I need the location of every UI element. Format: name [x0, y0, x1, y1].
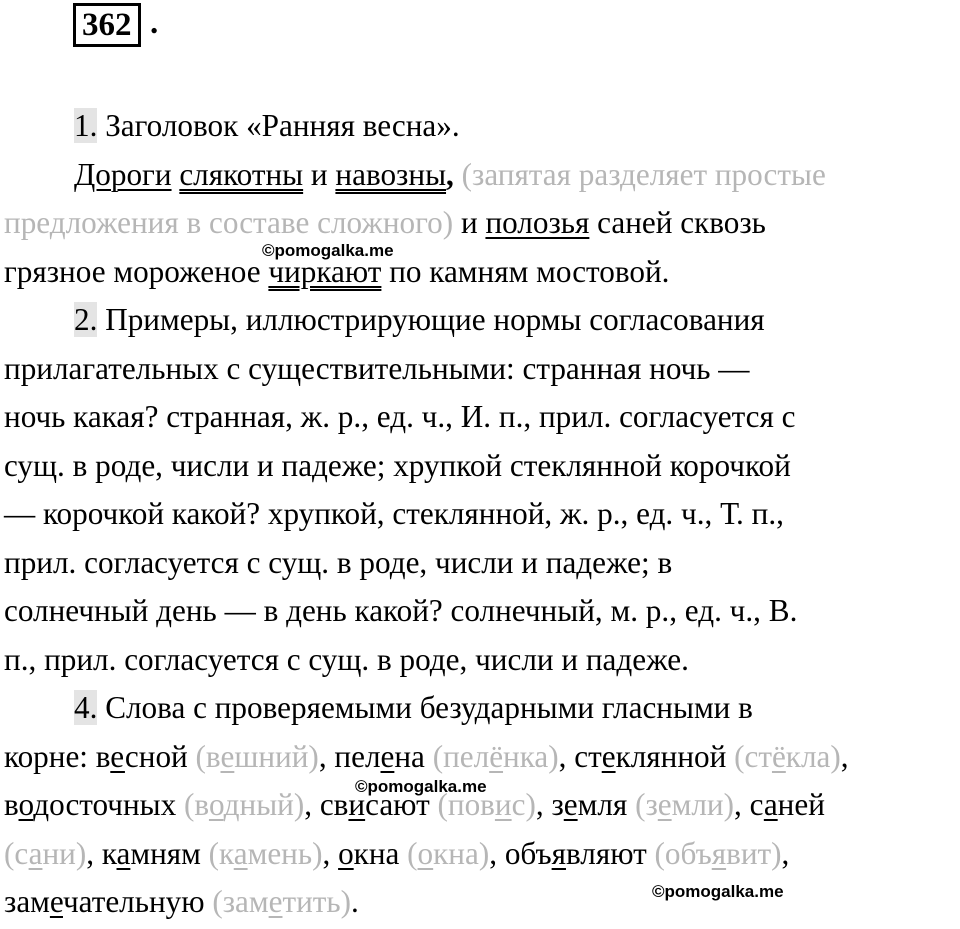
subject: Дороги	[74, 156, 172, 192]
predicate: навозны	[335, 156, 447, 192]
line	[4, 102, 958, 151]
vowel: а	[116, 835, 131, 871]
line: ночь какая? странная, ж. р., ед. ч., И. п., прил. согласуется с	[4, 399, 796, 434]
vowel: о	[18, 787, 34, 822]
item-label-4: 4.	[74, 690, 98, 725]
check-word: (стёкла)	[734, 738, 841, 774]
text: Слова с проверяемыми безударными гласными в	[97, 690, 753, 725]
line	[4, 684, 958, 733]
text: по камням мостовой.	[381, 253, 670, 289]
vowel: е	[49, 884, 63, 919]
predicate: слякотны	[179, 156, 304, 192]
word: корне: весной	[4, 738, 188, 774]
word: , окна	[322, 835, 400, 871]
check-word: (повис)	[437, 787, 536, 822]
task-number: 362	[73, 3, 141, 47]
check-word: (окна)	[407, 835, 490, 871]
line: — корочкой какой? хрупкой, стеклянной, ж. р., ед. ч., Т. п.,	[4, 496, 784, 531]
vowel: е	[657, 787, 672, 822]
watermark: ©pomogalka.me	[652, 882, 784, 901]
text: и	[303, 156, 336, 192]
vowel: и	[348, 787, 366, 822]
word: водосточных	[4, 787, 177, 822]
text: грязное мороженое	[4, 253, 269, 289]
line: солнечный день — в день какой? солнечный, м. р., ед. ч., В.	[4, 593, 798, 628]
vowel: а	[28, 835, 43, 871]
vowel: о	[417, 835, 434, 871]
word: , саней	[734, 787, 825, 822]
text: Заголовок «Ранняя весна».	[97, 108, 460, 143]
vowel: и	[494, 787, 512, 822]
word: , пелена	[318, 738, 425, 774]
text: саней сквозь	[589, 205, 766, 240]
vowel: е	[110, 738, 125, 774]
task-number-dot: .	[150, 5, 159, 41]
vowel: я	[551, 835, 566, 871]
note: предложения в составе сложного)	[4, 205, 454, 240]
check-word: (сани)	[4, 835, 87, 871]
line	[4, 151, 958, 200]
vowel: о	[338, 835, 354, 871]
watermark: ©pomogalka.me	[262, 241, 394, 260]
line: прилагательных с существительными: странная ночь —	[4, 350, 750, 386]
word-line: (сани), камням (камень), окна (окна), объявляют (объявит),	[4, 835, 790, 871]
text: Примеры, иллюстрирующие нормы согласования	[97, 302, 765, 337]
line: сущ. в роде, числи и падеже; хрупкой стеклянной корочкой	[4, 447, 791, 483]
line: прил. согласуется с сущ. в роде, числи и падеже; в	[4, 544, 673, 580]
line	[4, 199, 958, 248]
comma: ,	[446, 156, 454, 192]
check-word: (камень)	[208, 835, 323, 871]
word: , камням	[86, 835, 201, 871]
vowel: о	[208, 787, 224, 822]
word: , объявляют	[489, 835, 647, 871]
watermark: ©pomogalka.me	[355, 777, 487, 796]
subject: полозья	[485, 205, 590, 240]
check-word: (водный)	[184, 787, 305, 822]
text: и	[453, 205, 486, 240]
vowel: а	[763, 787, 778, 822]
vowel: е	[563, 787, 578, 822]
word: замечательную	[4, 884, 205, 919]
vowel: е	[268, 884, 283, 919]
word-line: замечательную (заметить).	[4, 884, 359, 919]
vowel: е	[220, 738, 235, 774]
vowel: е	[380, 738, 395, 774]
check-word: (земли)	[635, 787, 734, 822]
note: (запятая разделяет простые	[453, 156, 826, 192]
word: , стеклянной	[558, 738, 727, 774]
check-word: (заметить)	[212, 884, 352, 919]
vowel: ё	[489, 738, 504, 774]
vowel: е	[601, 738, 616, 774]
item-label-1: 1.	[74, 108, 98, 143]
answer-text	[4, 102, 958, 927]
check-word: (вешний)	[195, 738, 319, 774]
word: , свисают	[304, 787, 430, 822]
check-word: (пелёнка)	[432, 738, 559, 774]
line	[4, 248, 958, 297]
word-line: корне: весной (вешний), пелена (пелёнка), стеклянной (стёкла),	[4, 738, 849, 774]
vowel: а	[233, 835, 248, 871]
item-label-2: 2.	[74, 302, 98, 337]
predicate: чиркают	[268, 253, 382, 289]
line	[4, 296, 958, 345]
word: , земля	[535, 787, 628, 822]
check-word: (объявит)	[654, 835, 782, 871]
line: п., прил. согласуется с сущ. в роде, числи и падеже.	[4, 641, 689, 677]
vowel: я	[711, 835, 727, 871]
vowel: ё	[771, 738, 786, 774]
